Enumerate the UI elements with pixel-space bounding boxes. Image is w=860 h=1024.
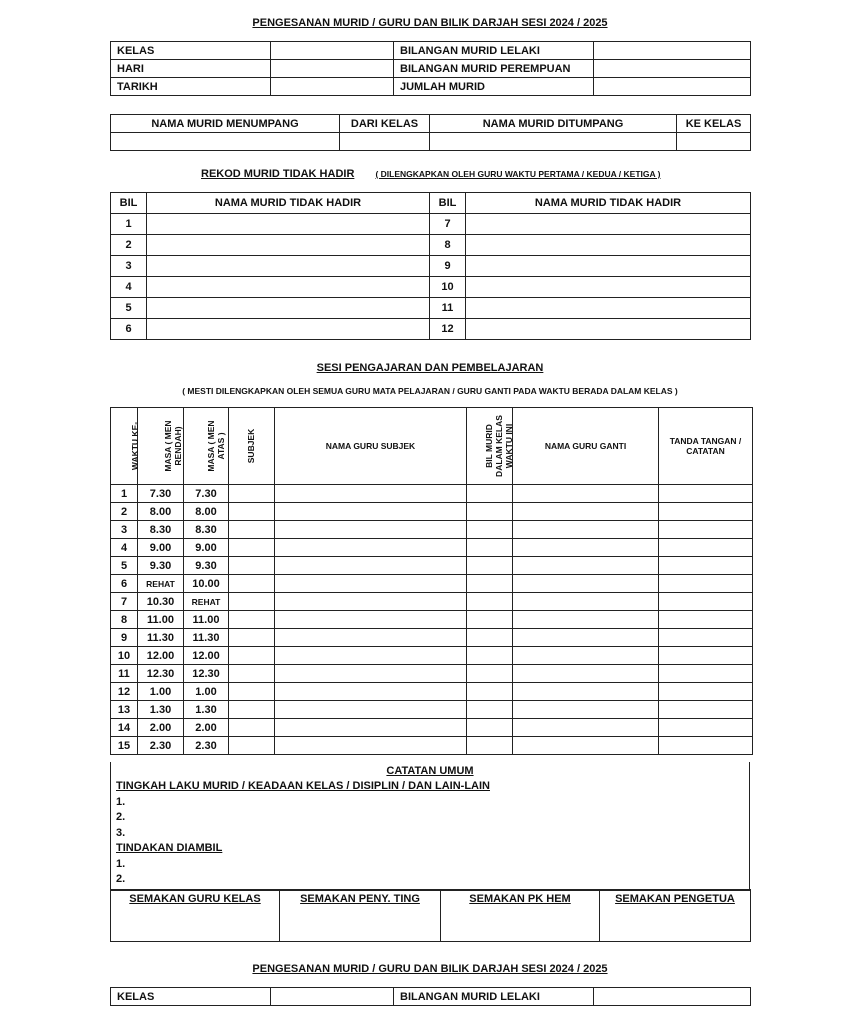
session-row: [111, 737, 753, 755]
header-nama-murid-menumpang: NAMA MURID MENUMPANG: [111, 115, 340, 133]
masa-rendah-time: 9.00: [138, 539, 184, 557]
absent-name-field[interactable]: [147, 235, 430, 256]
guru-ganti-field[interactable]: [513, 575, 659, 593]
session-row: [111, 521, 753, 539]
guru-ganti-field[interactable]: [513, 719, 659, 737]
subjek-field[interactable]: [229, 719, 275, 737]
kelas-label: KELAS: [111, 42, 271, 60]
tarikh-label: TARIKH: [111, 78, 271, 96]
behaviour-item[interactable]: 2.: [116, 811, 126, 823]
header-ke-kelas: KE KELAS: [677, 115, 751, 133]
tanda-tangan-field[interactable]: [659, 629, 753, 647]
session-row: [111, 503, 753, 521]
tanda-tangan-field[interactable]: [659, 665, 753, 683]
behaviour-heading: TINGKAH LAKU MURID / KEADAAN KELAS / DISIPLIN / DAN LAIN-LAIN: [116, 780, 490, 792]
tanda-tangan-field[interactable]: [659, 503, 753, 521]
waktu-number: 15: [111, 737, 138, 755]
info-row: [111, 60, 751, 78]
tanda-tangan-field[interactable]: [659, 575, 753, 593]
bil-number: 11: [430, 298, 466, 319]
hari-label: HARI: [111, 60, 271, 78]
waktu-number: 2: [111, 503, 138, 521]
tarikh-field[interactable]: [271, 78, 394, 96]
bil-number: 12: [430, 319, 466, 340]
bil-murid-field[interactable]: [467, 503, 513, 521]
tanda-tangan-field[interactable]: [659, 485, 753, 503]
session-row: [111, 701, 753, 719]
guru-subjek-field[interactable]: [275, 485, 467, 503]
masa-rendah-time: 7.30: [138, 485, 184, 503]
header-dari-kelas: DARI KELAS: [340, 115, 430, 133]
bil-murid-field[interactable]: [467, 485, 513, 503]
masa-atas-time: 2.30: [184, 737, 229, 755]
masa-rendah-time: 1.00: [138, 683, 184, 701]
masa-atas-time: 1.00: [184, 683, 229, 701]
session-note: ( MESTI DILENGKAPKAN OLEH SEMUA GURU MATA PELAJARAN / GURU GANTI PADA WAKTU BERADA DALAM KELAS ): [182, 386, 678, 396]
session-row: [111, 575, 753, 593]
masa-rendah-time: REHAT: [138, 575, 184, 593]
guru-subjek-field[interactable]: [275, 539, 467, 557]
absent-title: REKOD MURID TIDAK HADIR: [201, 168, 355, 180]
guru-ganti-field[interactable]: [513, 647, 659, 665]
absent-name-field[interactable]: [147, 298, 430, 319]
bil-murid-field[interactable]: [467, 521, 513, 539]
header-subjek: SUBJEK: [229, 408, 275, 485]
masa-atas-time: 12.00: [184, 647, 229, 665]
masa-atas-time: 12.30: [184, 665, 229, 683]
hari-field[interactable]: [271, 60, 394, 78]
absent-note: ( DILENGKAPKAN OLEH GURU WAKTU PERTAMA / KEDUA / KETIGA ): [375, 169, 661, 179]
bil-number: 8: [430, 235, 466, 256]
bil-murid-field[interactable]: [467, 647, 513, 665]
dari-kelas-field[interactable]: [340, 133, 430, 151]
transfer-header-row: [111, 115, 751, 133]
female-count-label: BILANGAN MURID PEREMPUAN: [394, 60, 594, 78]
guru-subjek-field[interactable]: [275, 719, 467, 737]
subjek-field[interactable]: [229, 485, 275, 503]
subjek-field[interactable]: [229, 521, 275, 539]
subjek-field[interactable]: [229, 647, 275, 665]
repeat-page-title: PENGESANAN MURID / GURU DAN BILIK DARJAH SESI 2024 / 2025: [252, 963, 608, 975]
guru-subjek-field[interactable]: [275, 575, 467, 593]
masa-atas-time: 9.30: [184, 557, 229, 575]
absent-name-field[interactable]: [466, 214, 751, 235]
male-count-label: BILANGAN MURID LELAKI: [394, 42, 594, 60]
masa-rendah-time: 9.30: [138, 557, 184, 575]
masa-rendah-time: 8.00: [138, 503, 184, 521]
guru-subjek-field[interactable]: [275, 593, 467, 611]
guru-ganti-field[interactable]: [513, 557, 659, 575]
masa-rendah-time: 2.30: [138, 737, 184, 755]
semakan-row: [111, 890, 751, 942]
absent-name-field[interactable]: [466, 298, 751, 319]
bil-murid-field[interactable]: [467, 611, 513, 629]
teaching-session-table: [110, 407, 753, 755]
tanda-tangan-field[interactable]: [659, 539, 753, 557]
bil-number: 4: [111, 277, 147, 298]
semakan-peny-ting[interactable]: SEMAKAN PENY. TING: [280, 890, 441, 942]
total-count-label: JUMLAH MURID: [394, 78, 594, 96]
kelas-field[interactable]: [271, 988, 394, 1006]
info-row: [111, 988, 751, 1006]
class-info-table: [110, 41, 751, 96]
tanda-tangan-field[interactable]: [659, 557, 753, 575]
kelas-label: KELAS: [111, 988, 271, 1006]
bil-murid-field[interactable]: [467, 737, 513, 755]
waktu-number: 3: [111, 521, 138, 539]
bil-number: 1: [111, 214, 147, 235]
subjek-field[interactable]: [229, 557, 275, 575]
absent-name-field[interactable]: [466, 277, 751, 298]
header-masa-atas: MASA ( MEN ATAS ): [184, 408, 229, 485]
subjek-field[interactable]: [229, 683, 275, 701]
transfer-entry-row: [111, 133, 751, 151]
masa-atas-time: 11.00: [184, 611, 229, 629]
masa-rendah-time: 11.30: [138, 629, 184, 647]
session-row: [111, 557, 753, 575]
guru-ganti-field[interactable]: [513, 593, 659, 611]
absent-name-field[interactable]: [147, 277, 430, 298]
guru-subjek-field[interactable]: [275, 503, 467, 521]
bil-murid-field[interactable]: [467, 575, 513, 593]
semakan-pk-hem[interactable]: SEMAKAN PK HEM: [441, 890, 600, 942]
info-row: [111, 42, 751, 60]
absent-row: [111, 235, 751, 256]
tanda-tangan-field[interactable]: [659, 521, 753, 539]
absent-row: [111, 319, 751, 340]
header-guru-ganti: NAMA GURU GANTI: [513, 408, 659, 485]
guru-ganti-field[interactable]: [513, 701, 659, 719]
male-count-field[interactable]: [594, 988, 751, 1006]
guru-subjek-field[interactable]: [275, 701, 467, 719]
header-tanda-tangan: TANDA TANGAN / CATATAN: [659, 408, 753, 485]
masa-rendah-time: 2.00: [138, 719, 184, 737]
session-row: [111, 539, 753, 557]
masa-atas-time: 2.00: [184, 719, 229, 737]
session-row: [111, 629, 753, 647]
tanda-tangan-field[interactable]: [659, 647, 753, 665]
guru-subjek-field[interactable]: [275, 683, 467, 701]
repeat-info-table: [110, 987, 751, 1006]
tanda-tangan-field[interactable]: [659, 611, 753, 629]
guru-ganti-field[interactable]: [513, 737, 659, 755]
session-row: [111, 611, 753, 629]
female-count-field[interactable]: [594, 60, 751, 78]
header-waktu: WAKTU KE-: [111, 408, 138, 485]
absent-row: [111, 277, 751, 298]
session-row: [111, 593, 753, 611]
guru-subjek-field[interactable]: [275, 737, 467, 755]
semakan-guru-kelas[interactable]: SEMAKAN GURU KELAS: [111, 890, 280, 942]
action-item[interactable]: 1.: [116, 858, 126, 870]
waktu-number: 8: [111, 611, 138, 629]
subjek-field[interactable]: [229, 611, 275, 629]
guru-subjek-field[interactable]: [275, 611, 467, 629]
guru-subjek-field[interactable]: [275, 665, 467, 683]
tanda-tangan-field[interactable]: [659, 593, 753, 611]
bil-number: 6: [111, 319, 147, 340]
bil-number: 5: [111, 298, 147, 319]
guru-ganti-field[interactable]: [513, 665, 659, 683]
tanda-tangan-field[interactable]: [659, 737, 753, 755]
guru-subjek-field[interactable]: [275, 647, 467, 665]
tanda-tangan-field[interactable]: [659, 683, 753, 701]
absent-name-header: NAMA MURID TIDAK HADIR: [147, 193, 430, 214]
semakan-pengetua[interactable]: SEMAKAN PENGETUA: [600, 890, 751, 942]
waktu-number: 5: [111, 557, 138, 575]
absent-header-row: [111, 193, 751, 214]
bil-number: 3: [111, 256, 147, 277]
bil-murid-field[interactable]: [467, 557, 513, 575]
masa-atas-time: REHAT: [184, 593, 229, 611]
bil-murid-field[interactable]: [467, 719, 513, 737]
header-masa-rendah: MASA ( MEN RENDAH): [138, 408, 184, 485]
bil-murid-field[interactable]: [467, 683, 513, 701]
absent-section-heading: [201, 168, 661, 180]
behaviour-item[interactable]: 3.: [116, 827, 126, 839]
waktu-number: 11: [111, 665, 138, 683]
absent-name-field[interactable]: [147, 214, 430, 235]
subjek-field[interactable]: [229, 737, 275, 755]
catatan-umum-title: CATATAN UMUM: [386, 765, 474, 777]
masa-rendah-time: 10.30: [138, 593, 184, 611]
bil-murid-field[interactable]: [467, 665, 513, 683]
tanda-tangan-field[interactable]: [659, 701, 753, 719]
bil-number: 7: [430, 214, 466, 235]
bil-number: 10: [430, 277, 466, 298]
guru-subjek-field[interactable]: [275, 629, 467, 647]
masa-atas-time: 8.00: [184, 503, 229, 521]
waktu-number: 4: [111, 539, 138, 557]
absent-students-table: [110, 192, 751, 340]
bil-murid-field[interactable]: [467, 701, 513, 719]
header-guru-subjek: NAMA GURU SUBJEK: [275, 408, 467, 485]
kelas-field[interactable]: [271, 42, 394, 60]
waktu-number: 9: [111, 629, 138, 647]
guru-ganti-field[interactable]: [513, 503, 659, 521]
masa-atas-time: 8.30: [184, 521, 229, 539]
male-count-field[interactable]: [594, 42, 751, 60]
bil-header: BIL: [111, 193, 147, 214]
masa-atas-time: 10.00: [184, 575, 229, 593]
guru-subjek-field[interactable]: [275, 521, 467, 539]
guru-subjek-field[interactable]: [275, 557, 467, 575]
session-row: [111, 683, 753, 701]
male-count-label: BILANGAN MURID LELAKI: [394, 988, 594, 1006]
masa-rendah-time: 11.00: [138, 611, 184, 629]
subjek-field[interactable]: [229, 701, 275, 719]
absent-row: [111, 298, 751, 319]
student-transfer-table: [110, 114, 751, 151]
bil-header: BIL: [430, 193, 466, 214]
subjek-field[interactable]: [229, 575, 275, 593]
subjek-field[interactable]: [229, 503, 275, 521]
masa-rendah-time: 1.30: [138, 701, 184, 719]
subjek-field[interactable]: [229, 539, 275, 557]
guru-ganti-field[interactable]: [513, 683, 659, 701]
absent-name-field[interactable]: [466, 319, 751, 340]
waktu-number: 12: [111, 683, 138, 701]
waktu-number: 13: [111, 701, 138, 719]
guru-ganti-field[interactable]: [513, 485, 659, 503]
bil-murid-field[interactable]: [467, 629, 513, 647]
session-title: SESI PENGAJARAN DAN PEMBELAJARAN: [316, 362, 544, 374]
bil-murid-field[interactable]: [467, 539, 513, 557]
menumpang-field[interactable]: [111, 133, 340, 151]
waktu-number: 6: [111, 575, 138, 593]
session-row: [111, 665, 753, 683]
masa-rendah-time: 8.30: [138, 521, 184, 539]
guru-ganti-field[interactable]: [513, 629, 659, 647]
waktu-number: 14: [111, 719, 138, 737]
semakan-table: [110, 889, 751, 942]
guru-ganti-field[interactable]: [513, 539, 659, 557]
session-row: [111, 719, 753, 737]
behaviour-item[interactable]: 1.: [116, 796, 126, 808]
total-count-field[interactable]: [594, 78, 751, 96]
bil-murid-field[interactable]: [467, 593, 513, 611]
action-item[interactable]: 2.: [116, 873, 126, 885]
subjek-field[interactable]: [229, 593, 275, 611]
guru-ganti-field[interactable]: [513, 611, 659, 629]
absent-name-field[interactable]: [466, 256, 751, 277]
subjek-field[interactable]: [229, 629, 275, 647]
guru-ganti-field[interactable]: [513, 521, 659, 539]
header-bil-murid: BIL MURID DALAM KELAS WAKTU INI: [467, 408, 513, 485]
masa-rendah-time: 12.30: [138, 665, 184, 683]
absent-row: [111, 214, 751, 235]
absent-name-header: NAMA MURID TIDAK HADIR: [466, 193, 751, 214]
masa-atas-time: 7.30: [184, 485, 229, 503]
masa-rendah-time: 12.00: [138, 647, 184, 665]
session-row: [111, 485, 753, 503]
page-title: PENGESANAN MURID / GURU DAN BILIK DARJAH SESI 2024 / 2025: [252, 17, 608, 29]
action-heading: TINDAKAN DIAMBIL: [116, 842, 223, 854]
ditumpang-field[interactable]: [430, 133, 677, 151]
absent-row: [111, 256, 751, 277]
absent-name-field[interactable]: [466, 235, 751, 256]
session-header-row: [111, 408, 753, 485]
masa-atas-time: 11.30: [184, 629, 229, 647]
info-row: [111, 78, 751, 96]
waktu-number: 7: [111, 593, 138, 611]
absent-name-field[interactable]: [147, 319, 430, 340]
waktu-number: 10: [111, 647, 138, 665]
masa-atas-time: 9.00: [184, 539, 229, 557]
tanda-tangan-field[interactable]: [659, 719, 753, 737]
masa-atas-time: 1.30: [184, 701, 229, 719]
ke-kelas-field[interactable]: [677, 133, 751, 151]
bil-number: 9: [430, 256, 466, 277]
waktu-number: 1: [111, 485, 138, 503]
session-row: [111, 647, 753, 665]
absent-name-field[interactable]: [147, 256, 430, 277]
subjek-field[interactable]: [229, 665, 275, 683]
header-nama-murid-ditumpang: NAMA MURID DITUMPANG: [430, 115, 677, 133]
bil-number: 2: [111, 235, 147, 256]
